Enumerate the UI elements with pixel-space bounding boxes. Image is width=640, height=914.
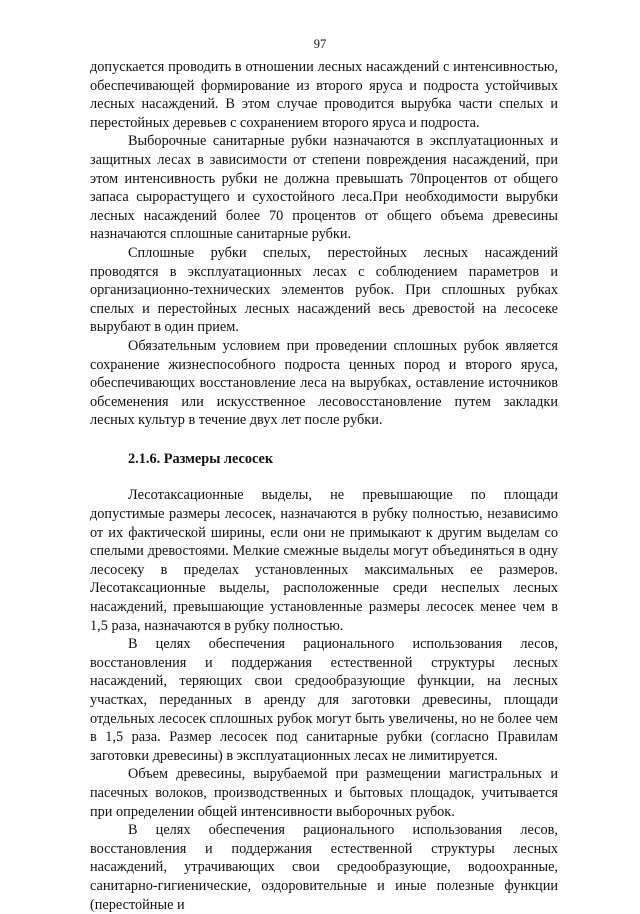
paragraph: Сплошные рубки спелых, перестойных лесных насаждений проводятся в эксплуатационных лесах с соблюдением параметров и организационно-технических элементов рубок. При сплошных рубках спелых и перестойных лесных насаждений весь древостой на лесосеке вырубают в один прием.	[90, 244, 558, 336]
paragraph: В целях обеспечения рационального использования лесов, восстановления и поддержания естественной структуры лесных насаждений, теряющих свои средообразующие функции, на лесных участках, переданных в аренду для заготовки древесины, площади отдельных лесосек сплошных рубок могут быть увеличены, но не более чем в 1,5 раза. Размер лесосек под санитарные рубки (согласно Правилам заготовки древесины) в эксплуатационных лесах не лимитируется.	[90, 636, 558, 764]
paragraph: Лесотаксационные выделы, не превышающие по площади допустимые размеры лесосек, назначаются в рубку полностью, независимо от их фактической ширины, если они не примыкают к другим выделам со спелыми древостоями. Мелкие смежные выделы могут объединяться в одну лесосеку в пределах установленных максимальных ее размеров. Лесотаксационные выделы, расположенные среди неспелых лесных насаждений, превышающие установленные размеры лесосек менее чем в 1,5 раза, назначаются в рубку полностью.	[90, 487, 558, 634]
paragraph: Объем древесины, вырубаемой при размещении магистральных и пасечных волоков, производственных и бытовых площадок, учитывается при определении общей интенсивности выборочных рубок.	[90, 766, 558, 820]
document-body	[90, 58, 558, 914]
paragraph: Выборочные санитарные рубки назначаются в эксплуатационных и защитных лесах в зависимости от степени повреждения насаждений, при этом интенсивность рубки не должна превышать 70процентов от общего запаса сырорастущего и сухостойного леса.При необходимости вырубки лесных насаждений более 70 процентов от общего объема древесины назначаются сплошные санитарные рубки.	[90, 133, 558, 243]
paragraph: допускается проводить в отношении лесных насаждений с интенсивностью, обеспечивающей формирование из второго яруса и подроста устойчивых лесных насаждений. В этом случае проводится вырубка части спелых и перестойных деревьев с сохранением второго яруса и подроста.	[90, 59, 558, 131]
paragraph: Обязательным условием при проведении сплошных рубок является сохранение жизнеспособного подроста ценных пород и второго яруса, обеспечивающих восстановление леса на вырубках, оставление источников обсеменения или искусственное лесовосстановление путем закладки лесных культур в течение двух лет после рубки.	[90, 337, 558, 429]
paragraph: В целях обеспечения рационального использования лесов, восстановления и поддержания естественной структуры лесных насаждений, утрачивающих свои средообразующие, водоохранные, санитарно-гигиенические, оздоровительные и иные полезные функции (перестойные и	[90, 822, 558, 913]
page-number: 97	[313, 37, 327, 51]
section-heading: 2.1.6. Размеры лесосек	[128, 450, 274, 467]
